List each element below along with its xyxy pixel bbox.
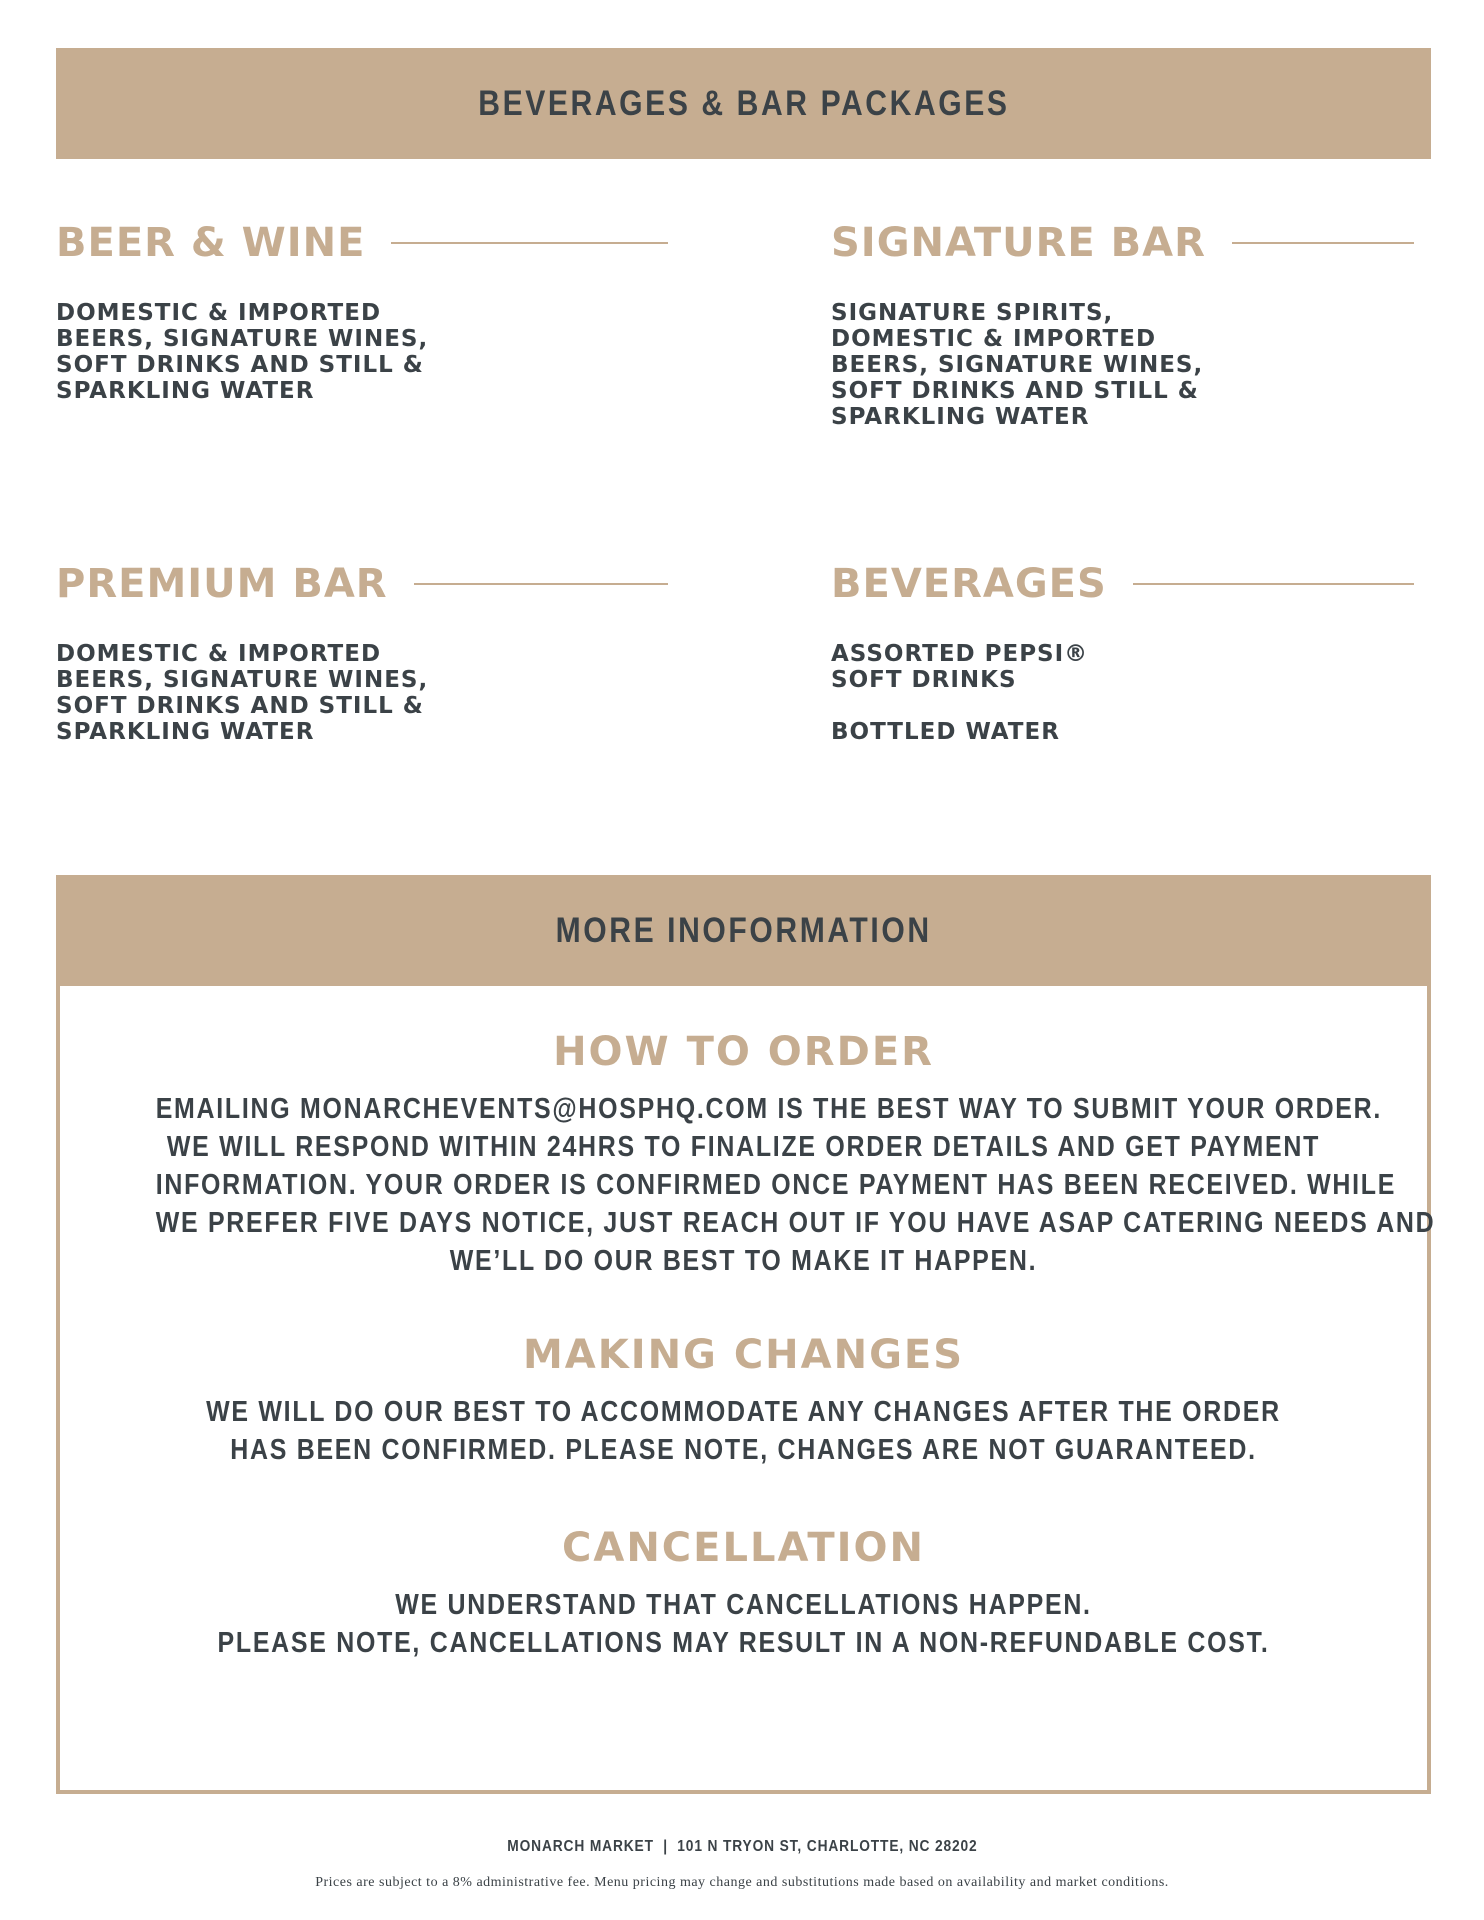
info-line: WE WILL DO OUR BEST TO ACCOMMODATE ANY CHANGES AFTER THE ORDER (206, 1396, 1281, 1428)
package-title: PREMIUM BAR (56, 561, 388, 607)
footer-address (0, 1838, 1484, 1856)
description-line: SOFT DRINKS AND STILL & (56, 352, 424, 378)
info-body (60, 1393, 1427, 1469)
info-heading: MAKING CHANGES (522, 1332, 965, 1378)
description-line: DOMESTIC & IMPORTED (56, 641, 382, 667)
package-title: SIGNATURE BAR (831, 220, 1206, 266)
description-line: SOFT DRINKS (831, 667, 1017, 693)
description-line: SIGNATURE SPIRITS, (831, 300, 1114, 326)
info-heading: CANCELLATION (562, 1525, 925, 1571)
information-box (56, 986, 1436, 1794)
info-section-how-to-order (60, 1028, 1436, 1280)
info-line: EMAILING MONARCHEVENTS@HOSPHQ.COM IS THE BEST WAY TO SUBMIT YOUR ORDER. (155, 1093, 1383, 1125)
package-title: BEER & WINE (56, 220, 366, 266)
description-line: BEERS, SIGNATURE WINES, (56, 326, 429, 352)
section-banner-beverages (56, 48, 1431, 159)
info-line: INFORMATION. YOUR ORDER IS CONFIRMED ONCE PAYMENT HAS BEEN RECEIVED. WHILE (155, 1169, 1397, 1201)
description-line: SPARKLING WATER (56, 378, 315, 404)
line-spacer (831, 693, 1414, 719)
package-premium-bar (56, 559, 668, 745)
info-body (60, 1586, 1427, 1662)
info-heading: HOW TO ORDER (553, 1029, 934, 1075)
package-beer-wine (56, 218, 668, 404)
footer-disclaimer: Prices are subject to a 8% administrative fee. Menu pricing may change and substitutions made based on availability and market conditions. (315, 1875, 1169, 1890)
package-description (56, 300, 668, 404)
divider-rule (391, 242, 668, 244)
info-line: WE PREFER FIVE DAYS NOTICE, JUST REACH OUT IF YOU HAVE ASAP CATERING NEEDS AND (155, 1207, 1436, 1239)
package-beverages (831, 559, 1414, 745)
description-line: BOTTLED WATER (831, 719, 1060, 745)
package-description (831, 300, 1414, 430)
description-line: SOFT DRINKS AND STILL & (831, 378, 1199, 404)
description-line: ASSORTED PEPSI® (831, 641, 1089, 667)
description-line: DOMESTIC & IMPORTED (56, 300, 382, 326)
info-section-cancellation (60, 1524, 1427, 1662)
info-line: PLEASE NOTE, CANCELLATIONS MAY RESULT IN A NON-REFUNDABLE COST. (217, 1627, 1270, 1659)
info-line: WE’LL DO OUR BEST TO MAKE IT HAPPEN. (449, 1245, 1038, 1277)
package-description (56, 641, 668, 745)
description-line: SPARKLING WATER (831, 404, 1090, 430)
banner-title: MORE INOFORMATION (555, 910, 932, 950)
package-description (831, 641, 1414, 745)
info-line: WE WILL RESPOND WITHIN 24HRS TO FINALIZE ORDER DETAILS AND GET PAYMENT (166, 1131, 1321, 1163)
description-line: BEERS, SIGNATURE WINES, (831, 352, 1204, 378)
description-line: DOMESTIC & IMPORTED (831, 326, 1157, 352)
divider-rule (414, 583, 668, 585)
section-banner-more-information (56, 875, 1431, 986)
package-title: BEVERAGES (831, 561, 1107, 607)
package-signature-bar (831, 218, 1414, 430)
description-line: SPARKLING WATER (56, 719, 315, 745)
footer-address-text: MONARCH MARKET | 101 N TRYON ST, CHARLOTTE, NC 28202 (506, 1838, 978, 1855)
divider-rule (1232, 242, 1414, 244)
divider-rule (1133, 583, 1414, 585)
info-section-making-changes (60, 1331, 1427, 1469)
info-line: WE UNDERSTAND THAT CANCELLATIONS HAPPEN. (395, 1589, 1092, 1621)
banner-title: BEVERAGES & BAR PACKAGES (477, 83, 1010, 123)
info-line: HAS BEEN CONFIRMED. PLEASE NOTE, CHANGES ARE NOT GUARANTEED. (230, 1434, 1257, 1466)
description-line: BEERS, SIGNATURE WINES, (56, 667, 429, 693)
description-line: SOFT DRINKS AND STILL & (56, 693, 424, 719)
info-body (60, 1090, 1436, 1280)
